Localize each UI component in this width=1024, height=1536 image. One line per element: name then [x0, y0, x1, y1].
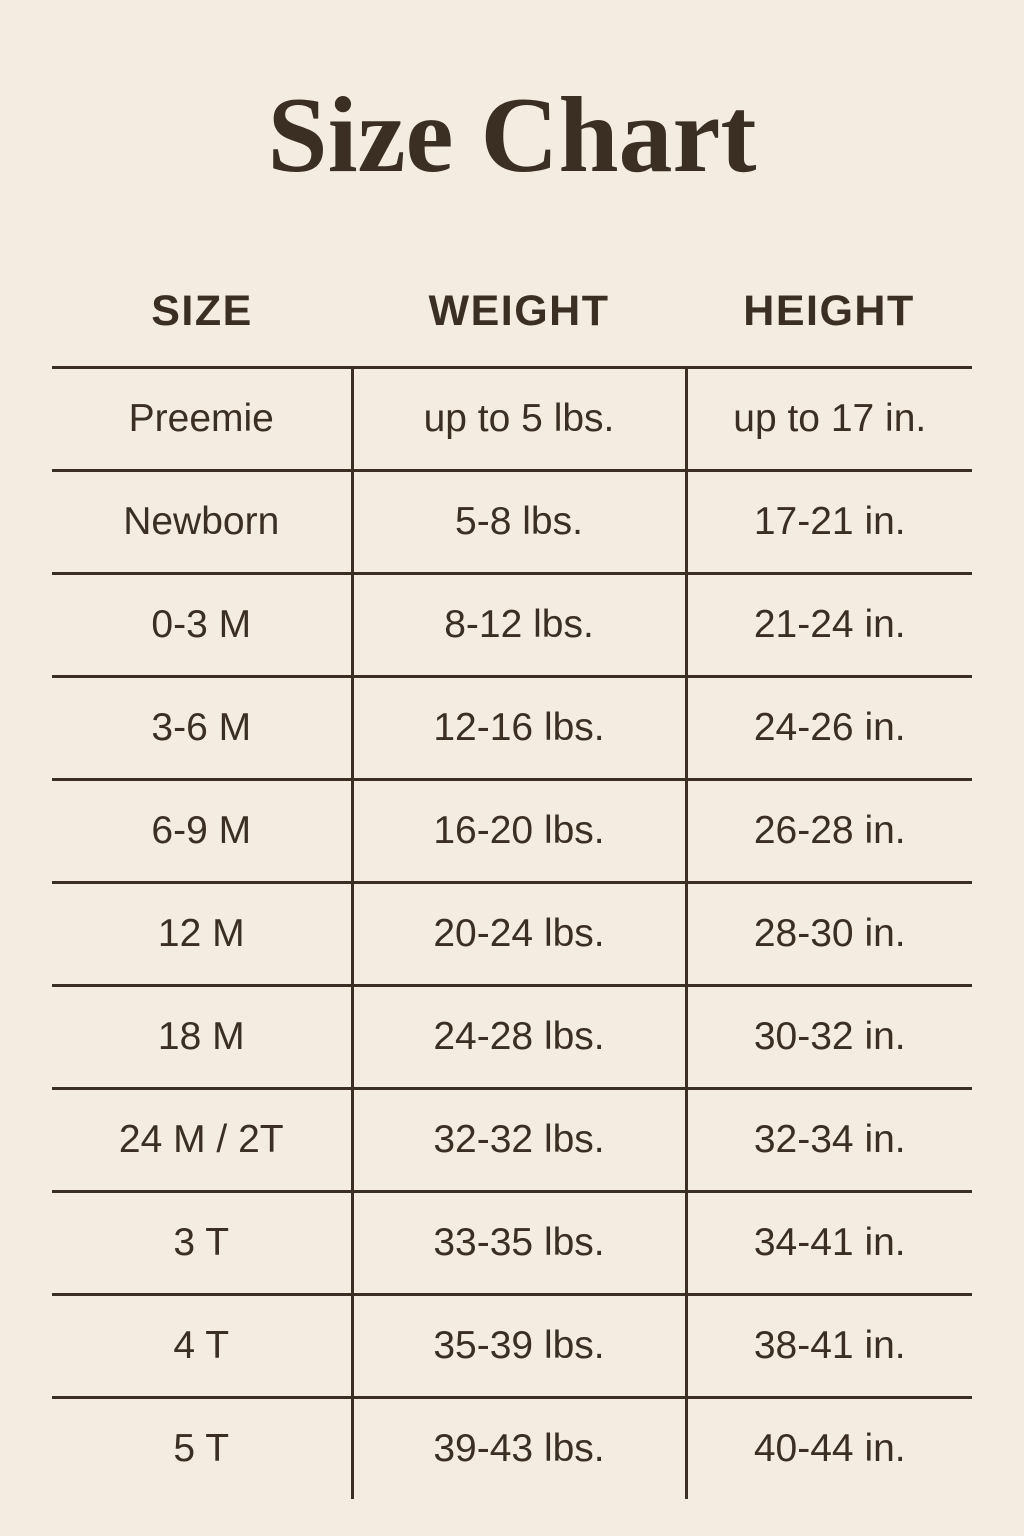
cell-height: 21-24 in.: [686, 574, 972, 677]
cell-height: 26-28 in.: [686, 780, 972, 883]
cell-size: 6-9 M: [52, 780, 352, 883]
cell-weight: 24-28 lbs.: [352, 986, 686, 1089]
cell-size: 18 M: [52, 986, 352, 1089]
table-row: [52, 677, 972, 780]
cell-size: 12 M: [52, 883, 352, 986]
table-row: [52, 471, 972, 574]
table-row: [52, 1398, 972, 1500]
table-header: [52, 286, 972, 368]
cell-weight: 39-43 lbs.: [352, 1398, 686, 1500]
cell-weight: 12-16 lbs.: [352, 677, 686, 780]
cell-weight: 33-35 lbs.: [352, 1192, 686, 1295]
cell-size: Preemie: [52, 368, 352, 471]
cell-weight: 20-24 lbs.: [352, 883, 686, 986]
table-row: [52, 1089, 972, 1192]
cell-height: 24-26 in.: [686, 677, 972, 780]
cell-size: 0-3 M: [52, 574, 352, 677]
size-chart-table: [52, 286, 972, 1499]
cell-size: 5 T: [52, 1398, 352, 1500]
cell-height: 28-30 in.: [686, 883, 972, 986]
cell-height: up to 17 in.: [686, 368, 972, 471]
table-row: [52, 1295, 972, 1398]
cell-height: 17-21 in.: [686, 471, 972, 574]
cell-size: 3-6 M: [52, 677, 352, 780]
header-row: [52, 286, 972, 368]
table-row: [52, 883, 972, 986]
cell-size: Newborn: [52, 471, 352, 574]
column-header-height: HEIGHT: [743, 287, 915, 335]
table-row: [52, 368, 972, 471]
column-header-size: SIZE: [151, 287, 253, 335]
cell-weight: up to 5 lbs.: [352, 368, 686, 471]
cell-weight: 8-12 lbs.: [352, 574, 686, 677]
cell-height: 30-32 in.: [686, 986, 972, 1089]
cell-weight: 32-32 lbs.: [352, 1089, 686, 1192]
cell-height: 32-34 in.: [686, 1089, 972, 1192]
table-row: [52, 1192, 972, 1295]
cell-size: 4 T: [52, 1295, 352, 1398]
table-body: [52, 368, 972, 1500]
cell-size: 3 T: [52, 1192, 352, 1295]
cell-weight: 16-20 lbs.: [352, 780, 686, 883]
cell-weight: 5-8 lbs.: [352, 471, 686, 574]
cell-height: 38-41 in.: [686, 1295, 972, 1398]
cell-height: 34-41 in.: [686, 1192, 972, 1295]
table-row: [52, 780, 972, 883]
cell-weight: 35-39 lbs.: [352, 1295, 686, 1398]
column-header-weight: WEIGHT: [428, 287, 610, 335]
table-row: [52, 574, 972, 677]
cell-size: 24 M / 2T: [52, 1089, 352, 1192]
cell-height: 40-44 in.: [686, 1398, 972, 1500]
page-title: Size Chart: [267, 76, 757, 195]
table-row: [52, 986, 972, 1089]
